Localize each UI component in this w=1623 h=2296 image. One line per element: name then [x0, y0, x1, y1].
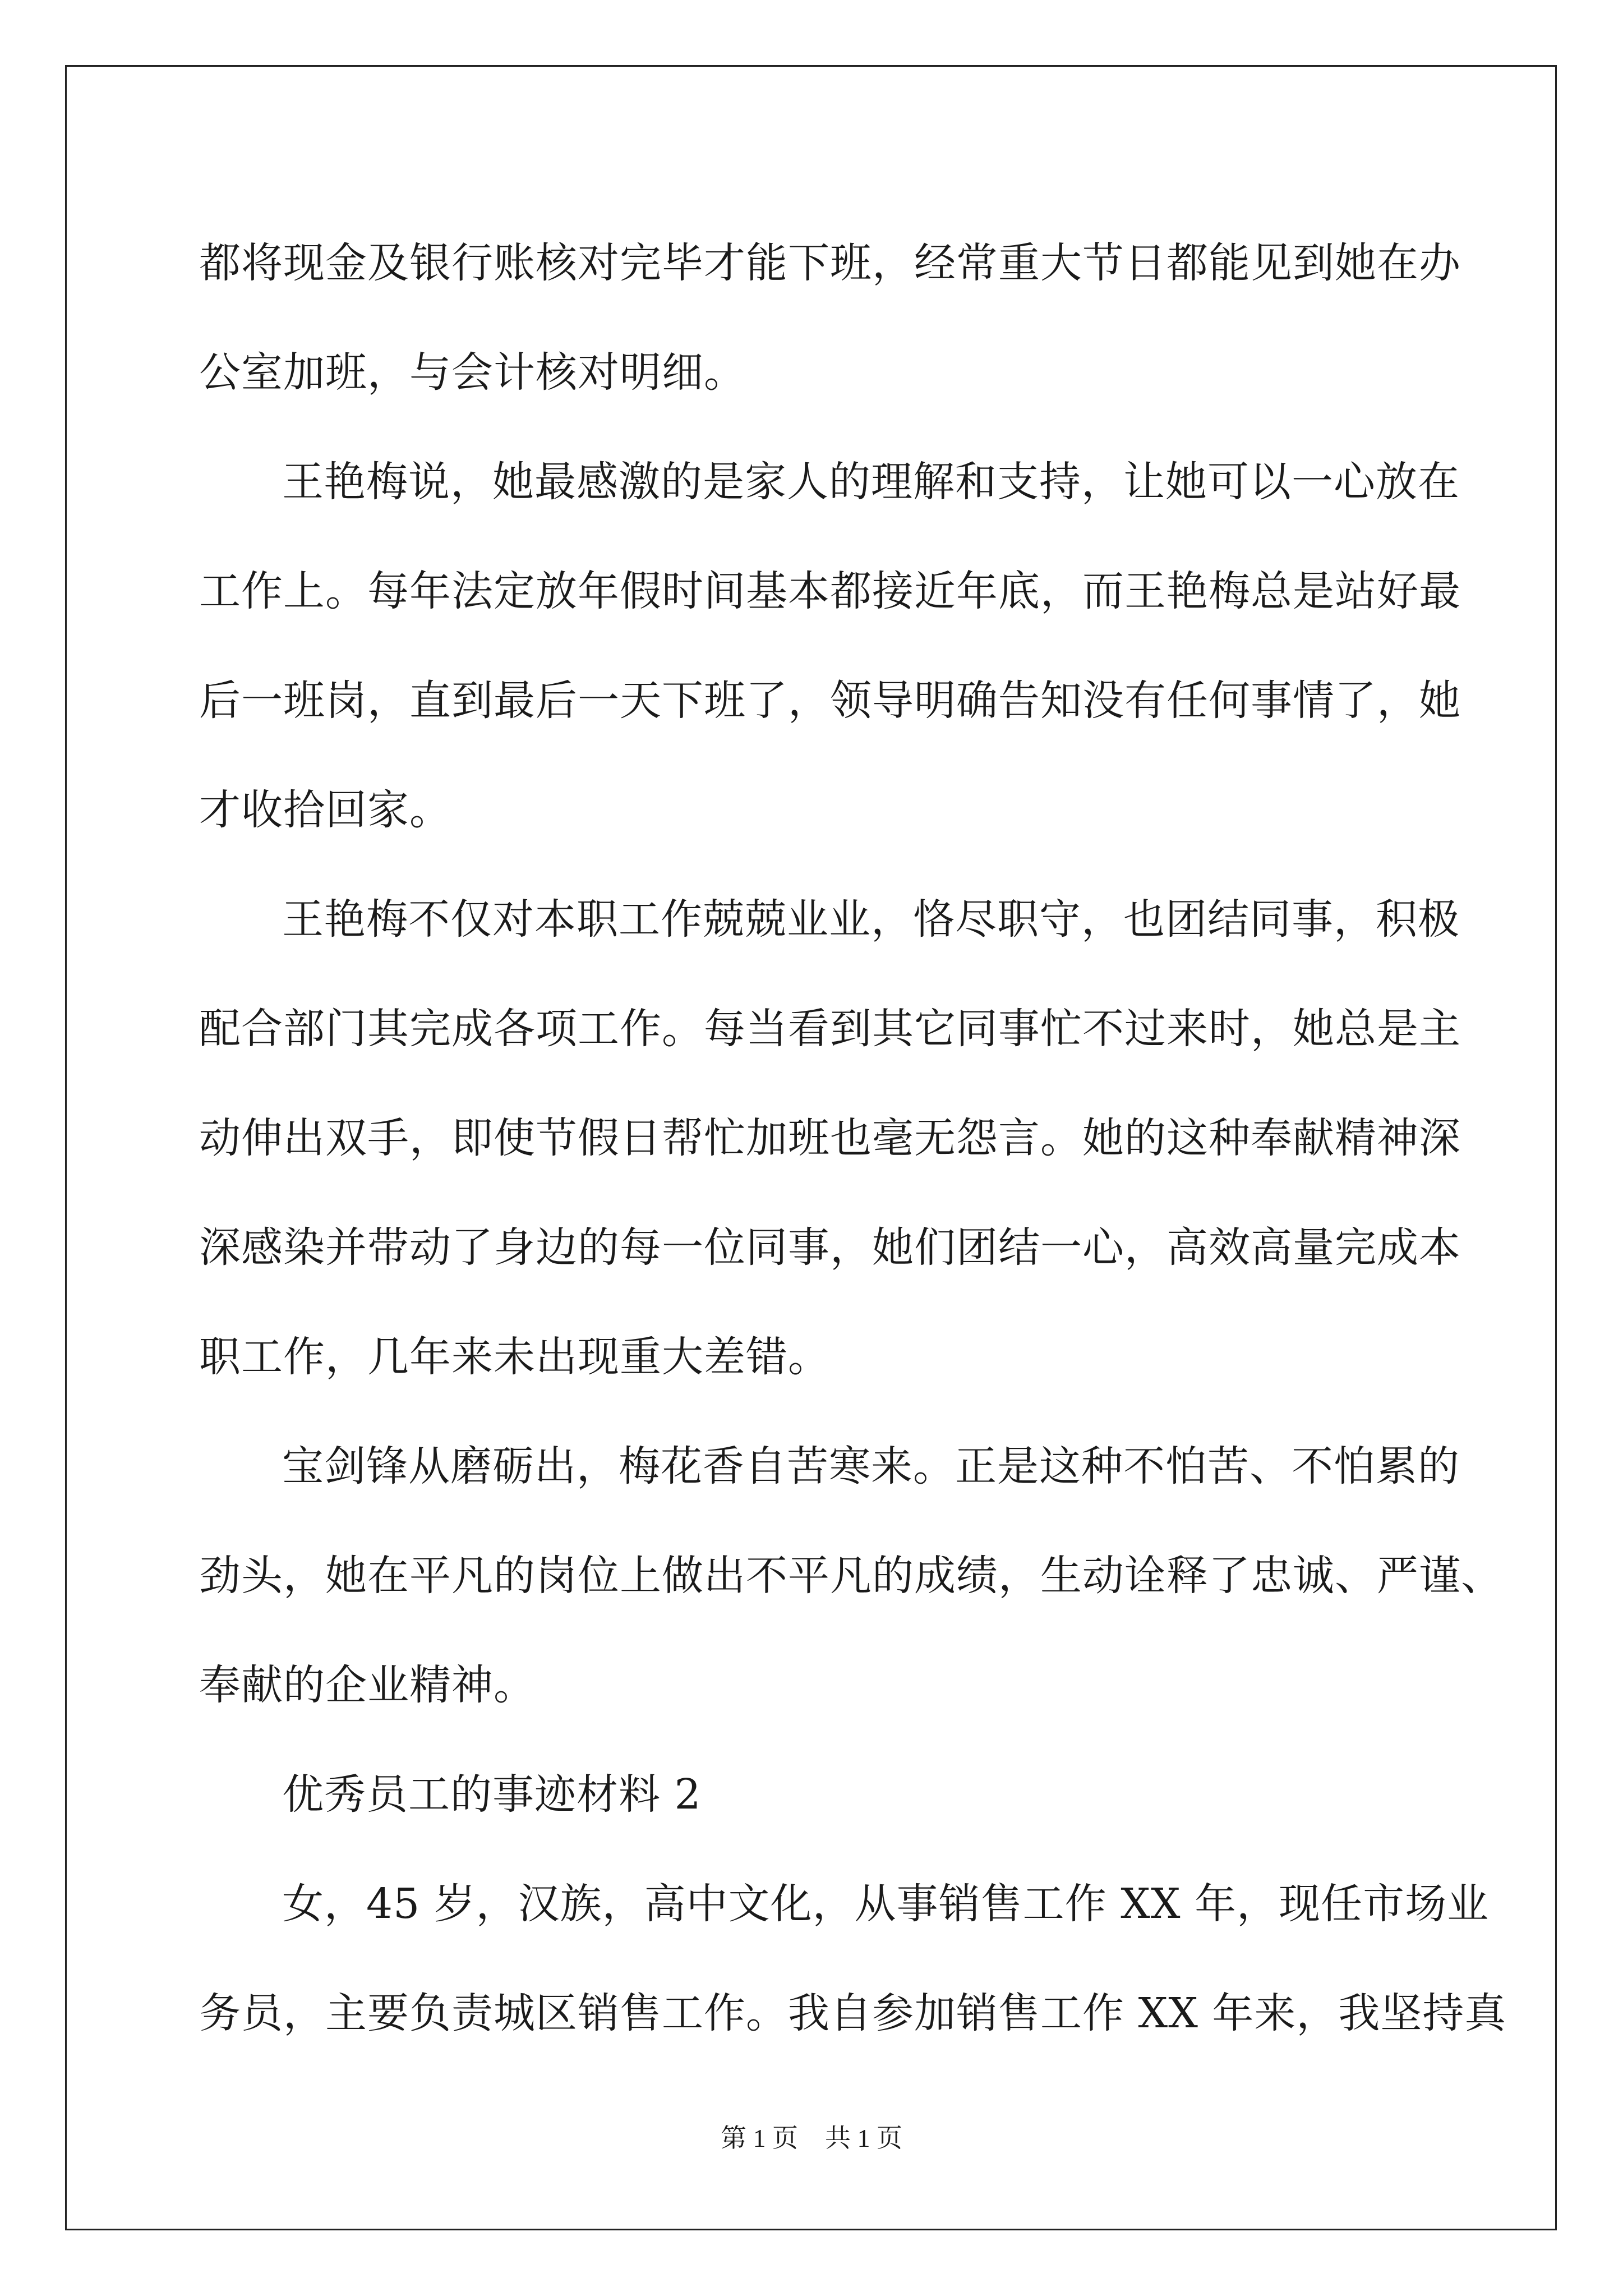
- text-line: 劲头，她在平凡的岗位上做出不平凡的成绩，生动诠释了忠诚、严谨、: [199, 1552, 1503, 1600]
- heading-line: 优秀员工的事迹材料 2: [282, 1770, 702, 1819]
- text-line: 宝剑锋从磨砺出，梅花香自苦寒来。正是这种不怕苦、不怕累的: [282, 1442, 1460, 1490]
- text-line: 配合部门其完成各项工作。每当看到其它同事忙不过来时，她总是主: [199, 1005, 1461, 1053]
- text-line: 职工作，几年来未出现重大差错。: [199, 1333, 830, 1381]
- text-line: 动伸出双手，即使节假日帮忙加班也毫无怨言。她的这种奉献精神深: [199, 1114, 1461, 1162]
- text-line: 工作上。每年法定放年假时间基本都接近年底，而王艳梅总是站好最: [199, 567, 1461, 615]
- paragraph-4: [199, 1412, 1503, 1740]
- text-line: 公室加班，与会计核对明细。: [199, 348, 746, 397]
- text-line: 务员，主要负责城区销售工作。我自参加销售工作 XX 年来，我坚持真: [199, 1989, 1507, 2037]
- section-heading: [199, 1740, 1478, 1849]
- page-footer: [0, 2122, 1623, 2155]
- paragraph-3: [199, 865, 1478, 1412]
- page-number-current: 第 1 页: [721, 2124, 798, 2152]
- text-line: 王艳梅说，她最感激的是家人的理解和支持，让她可以一心放在: [282, 458, 1460, 506]
- paragraph-2: [199, 427, 1478, 865]
- text-line: 女，45 岁，汉族，高中文化，从事销售工作 XX 年，现任市场业: [282, 1880, 1490, 1928]
- text-line: 奉献的企业精神。: [199, 1661, 536, 1709]
- text-line: 才收拾回家。: [199, 786, 451, 834]
- text-line: 后一班岗，直到最后一天下班了，领导明确告知没有任何事情了，她: [199, 677, 1461, 725]
- document-body: [199, 209, 1507, 2068]
- page-number-total: 共 1 页: [825, 2124, 902, 2152]
- text-line: 深感染并带动了身边的每一位同事，她们团结一心，高效高量完成本: [199, 1223, 1461, 1272]
- paragraph-5: [199, 1849, 1507, 2068]
- paragraph-1: [199, 209, 1478, 427]
- text-line: 王艳梅不仅对本职工作兢兢业业，恪尽职守，也团结同事，积极: [282, 895, 1460, 944]
- text-line: 都将现金及银行账核对完毕才能下班，经常重大节日都能见到她在办: [199, 239, 1461, 287]
